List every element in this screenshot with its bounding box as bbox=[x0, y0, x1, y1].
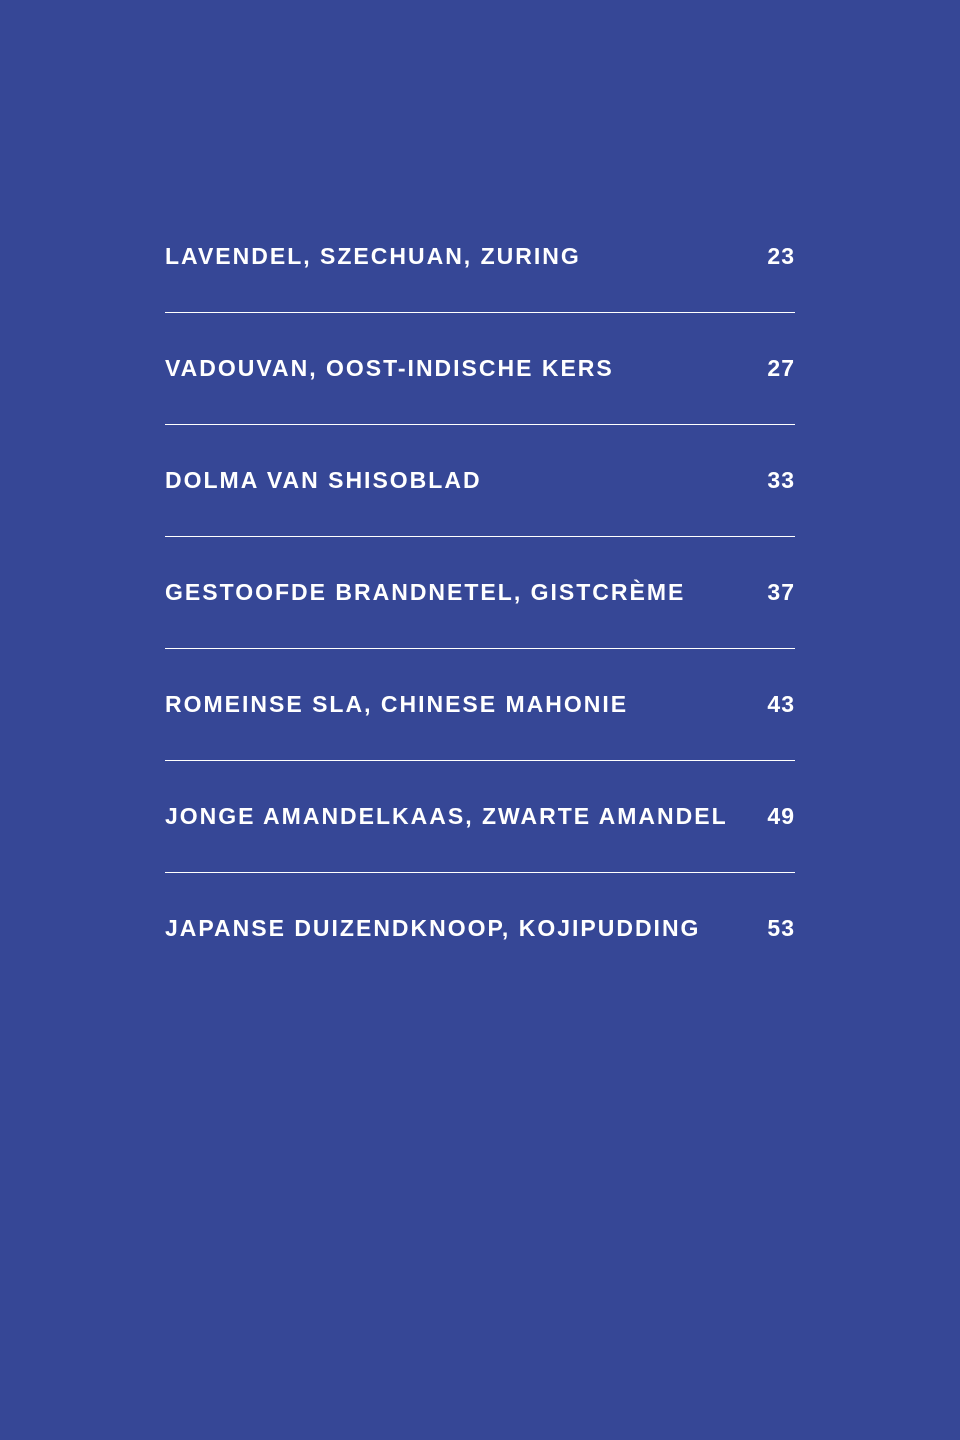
toc-entry-page-number: 37 bbox=[767, 579, 795, 605]
toc-entry[interactable] bbox=[165, 536, 795, 648]
toc-entry-page-number: 49 bbox=[767, 803, 795, 829]
toc-entry-title: JAPANSE DUIZENDKNOOP, KOJIPUDDING bbox=[165, 915, 701, 941]
toc-entry-title: DOLMA VAN SHISOBLAD bbox=[165, 467, 482, 493]
toc-entry[interactable] bbox=[165, 648, 795, 760]
toc-entry-title: JONGE AMANDELKAAS, ZWARTE AMANDEL bbox=[165, 803, 728, 829]
toc-entry[interactable] bbox=[165, 312, 795, 424]
toc-entry-title: ROMEINSE SLA, CHINESE MAHONIE bbox=[165, 691, 629, 717]
toc-entry[interactable] bbox=[165, 872, 795, 984]
toc-entry-page-number: 23 bbox=[767, 243, 795, 269]
toc-entry-page-number: 33 bbox=[767, 467, 795, 493]
toc-entry[interactable] bbox=[165, 760, 795, 872]
toc-entry-page-number: 27 bbox=[767, 355, 795, 381]
toc-entry-page-number: 43 bbox=[767, 691, 795, 717]
toc-entry-title: VADOUVAN, OOST-INDISCHE KERS bbox=[165, 355, 614, 381]
toc-entry-title: LAVENDEL, SZECHUAN, ZURING bbox=[165, 243, 581, 269]
toc-entry-title: GESTOOFDE BRANDNETEL, GISTCRÈME bbox=[165, 579, 686, 605]
table-of-contents bbox=[165, 200, 795, 984]
toc-entry[interactable] bbox=[165, 200, 795, 312]
toc-entry[interactable] bbox=[165, 424, 795, 536]
toc-entry-page-number: 53 bbox=[767, 915, 795, 941]
